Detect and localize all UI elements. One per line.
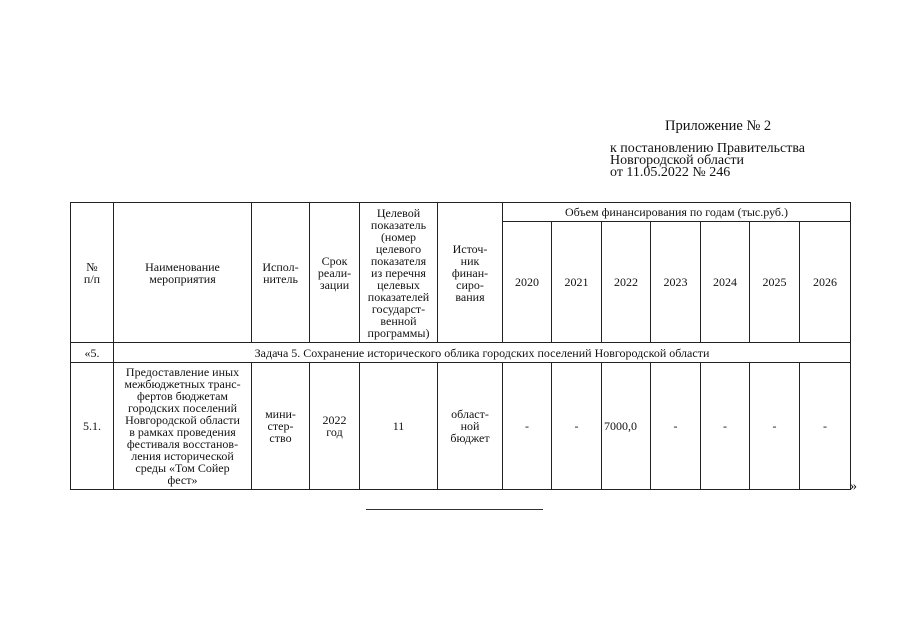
row-value-2022: 7000,0 — [602, 363, 651, 490]
row-value-2026: - — [800, 363, 851, 490]
header-line-2: Новгородской области — [610, 153, 744, 168]
row-term: 2022 год — [310, 363, 360, 490]
row-executor: мини- стер- ство — [252, 363, 310, 490]
col-header-name: Наименование мероприятия — [114, 203, 252, 343]
col-header-year: 2024 — [701, 222, 750, 343]
header-line-1: к постановлению Правительства — [610, 141, 806, 156]
row-value-2023: - — [651, 363, 701, 490]
col-header-year: 2023 — [651, 222, 701, 343]
col-header-year: 2022 — [602, 222, 651, 343]
row-name: Предоставление иных межбюджетных транс- фертов бюджетам городских поселений Новгородской области в рамках проведения фестиваля восстанов- ления исторической среды «Том Сойер фест» — [114, 363, 252, 490]
task-row-text: Задача 5. Сохранение исторического облика городских поселений Новгородской области — [114, 343, 851, 363]
table-row — [71, 363, 851, 490]
col-header-funding-group: Объем финансирования по годам (тыс.руб.) — [503, 203, 851, 222]
col-header-source: Источ- ник финан- сиро- вания — [438, 203, 503, 343]
col-header-executor: Испол- нитель — [252, 203, 310, 343]
col-header-year: 2020 — [503, 222, 552, 343]
row-value-2025: - — [750, 363, 800, 490]
task-row-num: «5. — [71, 343, 114, 363]
appendix-title: Приложение № 2 — [665, 118, 772, 134]
col-header-year: 2021 — [552, 222, 602, 343]
financing-table — [70, 202, 851, 490]
row-value-2021: - — [552, 363, 602, 490]
col-header-num: № п/п — [71, 203, 114, 343]
row-indicator: 11 — [360, 363, 438, 490]
row-value-2024: - — [701, 363, 750, 490]
closing-quote: » — [850, 479, 857, 494]
col-header-indicator: Целевой показатель (номер целевого показателя из перечня целевых показателей государст- венной программы) — [360, 203, 438, 343]
signature-divider — [366, 509, 543, 510]
col-header-term: Срок реали- зации — [310, 203, 360, 343]
row-num: 5.1. — [71, 363, 114, 490]
col-header-year: 2026 — [800, 222, 851, 343]
row-source: област- ной бюджет — [438, 363, 503, 490]
row-value-2020: - — [503, 363, 552, 490]
col-header-year: 2025 — [750, 222, 800, 343]
header-line-3: от 11.05.2022 № 246 — [610, 165, 731, 180]
